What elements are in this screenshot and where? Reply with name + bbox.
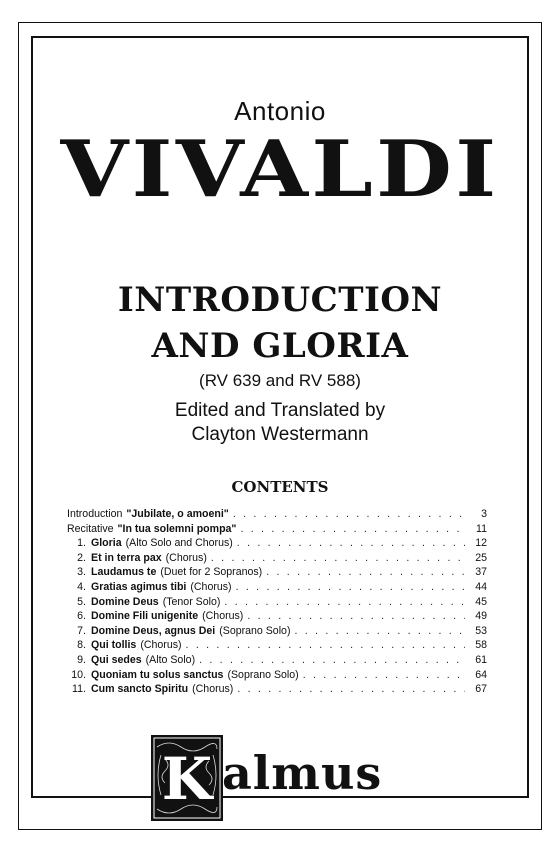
- toc-entry-number: 2.: [77, 551, 86, 564]
- toc-entry: [67, 624, 487, 639]
- toc-entry: [67, 668, 487, 683]
- toc-entry-voicing: (Chorus): [140, 639, 182, 652]
- contents-heading: CONTENTS: [231, 478, 329, 496]
- toc-dot-leader: [236, 580, 465, 595]
- toc-entry-number: 4.: [77, 580, 86, 593]
- toc-entry-page: 64: [475, 668, 487, 681]
- toc-entry-title: "In tua solemni pompa": [117, 522, 237, 535]
- toc-entry-page: 3: [481, 508, 487, 520]
- toc-entry-title: Et in terra pax: [91, 551, 162, 564]
- toc-entry: [67, 522, 487, 537]
- toc-dot-leader: [224, 595, 465, 610]
- toc-entry-title: Laudamus te: [91, 566, 157, 579]
- toc-dot-leader: [211, 551, 465, 566]
- toc-entry-voicing: (Alto Solo): [145, 653, 196, 666]
- toc-entry-voicing: (Chorus): [165, 551, 207, 564]
- toc-entry: [67, 595, 487, 610]
- toc-entry-title: Domine Deus, agnus Dei: [91, 624, 216, 637]
- toc-entry-voicing: (Duet for 2 Sopranos): [160, 566, 263, 579]
- toc-entry-type: Introduction: [67, 508, 123, 520]
- toc-entry: [67, 653, 487, 668]
- toc-entry-page: 67: [475, 683, 487, 696]
- toc-entry-voicing: (Tenor Solo): [162, 595, 221, 608]
- toc-entry-title: Quoniam tu solus sanctus: [91, 668, 224, 681]
- composer-last-name: VIVALDI: [60, 124, 500, 215]
- toc-dot-leader: [186, 638, 465, 653]
- toc-dot-leader: [294, 624, 465, 639]
- toc-entry-title: Qui sedes: [91, 653, 142, 666]
- kalmus-logo-icon: [151, 735, 223, 821]
- toc-entry-page: 61: [475, 653, 487, 666]
- toc-dot-leader: [240, 522, 465, 537]
- toc-entry-title: Gratias agimus tibi: [91, 580, 187, 593]
- toc-entry: [67, 638, 487, 653]
- toc-entry-number: 7.: [77, 624, 86, 637]
- toc-entry-number: 5.: [77, 595, 86, 608]
- toc-entry-voicing: (Soprano Solo): [219, 624, 291, 637]
- toc-entry-title: Gloria: [91, 537, 122, 550]
- toc-dot-leader: [247, 609, 465, 624]
- toc-entry-type: Recitative: [67, 522, 114, 535]
- toc-entry-voicing: (Alto Solo and Chorus): [125, 537, 233, 550]
- toc-dot-leader: [303, 668, 465, 683]
- toc-entry-number: 11.: [72, 683, 86, 696]
- toc-entry-title: Cum sancto Spiritu: [91, 683, 189, 696]
- toc-entry-voicing: (Chorus): [192, 683, 234, 696]
- catalog-numbers: (RV 639 and RV 588): [199, 371, 361, 390]
- toc-entry: [67, 609, 487, 624]
- toc-entry-number: 9.: [77, 653, 86, 666]
- toc-entry-number: 1.: [77, 537, 86, 550]
- work-title-line-1: INTRODUCTION: [117, 280, 443, 320]
- editor-name: Clayton Westermann: [191, 424, 369, 445]
- toc-entry-title: Domine Deus: [91, 595, 159, 608]
- toc-entry-voicing: (Chorus): [190, 580, 232, 593]
- toc-entry-page: 37: [475, 566, 487, 579]
- toc-entry-number: 10.: [71, 668, 86, 681]
- toc-dot-leader: [233, 507, 465, 522]
- toc-entry-number: 6.: [77, 610, 86, 623]
- toc-entry-number: 3.: [77, 566, 86, 579]
- toc-entry-page: 45: [475, 595, 487, 608]
- toc-entry-title: Qui tollis: [91, 639, 137, 652]
- toc-entry-number: 8.: [77, 639, 86, 652]
- toc-entry-page: 11: [476, 522, 487, 535]
- toc-entry-title: "Jubilate, o amoeni": [126, 508, 229, 520]
- work-title-line-2: AND GLORIA: [151, 326, 409, 366]
- toc-entry-page: 12: [475, 537, 487, 550]
- toc-entry: [67, 682, 487, 697]
- toc-entry-page: 53: [475, 624, 487, 637]
- toc-entry-voicing: (Chorus): [202, 610, 244, 623]
- toc-entry-page: 44: [475, 580, 487, 593]
- toc-dot-leader: [237, 682, 465, 697]
- toc-entry-title: Domine Fili unigenite: [91, 610, 199, 623]
- toc-entry-page: 58: [475, 639, 487, 652]
- toc-entry-page: 49: [475, 610, 487, 623]
- svg-text:K: K: [161, 745, 213, 813]
- publisher-logo-text: almus: [222, 746, 383, 800]
- toc-entry-voicing: (Soprano Solo): [227, 668, 299, 681]
- toc-entry: [67, 565, 487, 580]
- toc-entry: [67, 536, 487, 551]
- toc-entry-page: 25: [475, 551, 487, 564]
- composer-first-name: Antonio: [234, 96, 326, 126]
- editor-credit: Edited and Translated by: [174, 400, 386, 421]
- toc-entry: [67, 507, 487, 522]
- toc-dot-leader: [266, 565, 465, 580]
- table-of-contents: [67, 507, 487, 697]
- toc-entry: [67, 551, 487, 566]
- toc-dot-leader: [199, 653, 465, 668]
- toc-entry: [67, 580, 487, 595]
- toc-dot-leader: [237, 536, 465, 551]
